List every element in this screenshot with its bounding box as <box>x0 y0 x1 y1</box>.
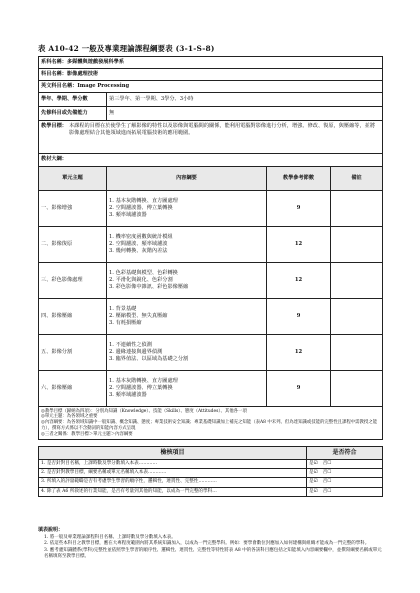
content-item: 3. 頻率域濾波器 <box>109 392 147 398</box>
prereq-row <box>39 107 383 121</box>
checklist-header-row <box>39 447 383 460</box>
content-item: 2. 平滑化與銳化、色彩分割 <box>109 276 173 283</box>
unit-cell: 六、影像壓縮 <box>39 371 107 407</box>
prereq-value: 無 <box>107 107 383 121</box>
col-content-header: 內容綱要 <box>107 167 267 191</box>
remark-cell <box>331 371 383 407</box>
content-item: 2. 空間濾波器、傅立葉轉換 <box>109 204 173 211</box>
fill-instruction-line: 2. 依這些本科目之教學目標，應在大專程度範圍內將其系統知識加入，以成為一門完整學科。例如：要學會數位封應加入如何建構與組織才能成為一門完整的學科。 <box>44 541 370 547</box>
content-item: 2. 邊緣連接與邊界偵測 <box>109 348 163 355</box>
col-unit-header: 單元主題 <box>39 167 107 191</box>
course-outline-form <box>38 56 383 440</box>
schedule-row <box>39 93 383 107</box>
unit-cell: 二、影像復原 <box>39 227 107 263</box>
content-cell <box>107 191 267 227</box>
prereq-label: 先修科目或先備能力 <box>39 107 107 121</box>
hours-cell: 9 <box>267 191 331 227</box>
document-title: 表 A10-42 一般及專業理論課程綱要表 (3-1-S-8) <box>38 44 215 53</box>
checklist-row <box>39 469 383 478</box>
goal-text: 本課程的目標在於使學生了解影像的特性以及影像與電腦間的關係，能利用電腦對影像進行分析，增強、修改、復原，與壓縮等，並將影像處理結合其他領域進而拓展電腦技術的應用範圍。 <box>68 123 376 137</box>
content-item: 2. 空間濾波、頻率域濾波 <box>109 240 168 247</box>
hours-cell: 9 <box>267 371 331 407</box>
checklist-table <box>38 446 383 497</box>
yes-checkbox[interactable]: 是☑ <box>309 488 318 494</box>
outline-note: ◎教學目標（歸納為四項）：分別為知識（Knowledge）、技能（Skills）、態度（Attitudes）、其他各一項 <box>41 408 247 414</box>
remark-cell <box>331 191 383 227</box>
hours-cell: 12 <box>267 263 331 299</box>
content-item: 2. 空間濾波器、傅立葉轉換 <box>109 384 173 391</box>
checklist-item-text: 1. 是否針對目名稱，上課時數及學分數填入本表………… <box>39 460 307 469</box>
content-item: 2. 壓縮模型、無失真壓縮 <box>109 312 168 319</box>
no-checkbox[interactable]: 否☐ <box>322 470 332 476</box>
course-en-label: 英文科目名稱： <box>41 82 78 89</box>
checklist-item-text: 3. 所填入的評量範疇是否有考慮學生學習的順序性，邏輯性，連貫性、完整性………… <box>39 478 307 487</box>
content-cell <box>107 263 267 299</box>
no-checkbox[interactable]: 否☐ <box>322 479 332 485</box>
checklist-col-item: 檢核項目 <box>39 447 307 460</box>
fill-instruction-line: 1. 將一般及專業理論課程科目名稱、上課時數及學分數填入本表。 <box>44 535 176 540</box>
unit-cell: 三、彩色影像處理 <box>39 263 107 299</box>
goal-label: 教學目標： <box>41 123 67 129</box>
goal-row <box>39 121 383 154</box>
course-en-row <box>39 81 383 93</box>
outline-note: ◎三者之關係：教學目標＞單元主題＞內容綱要 <box>41 431 133 437</box>
content-item: 1. 色彩基礎與模型、色彩轉換 <box>109 269 178 276</box>
checklist-item-text: 2. 是否針對教學目標，綱要名稱或單元名稱填入本表………… <box>39 469 307 478</box>
content-item: 1. 基本灰階轉換、直方圖處理 <box>109 197 178 204</box>
unit-cell: 四、影像壓縮 <box>39 299 107 335</box>
no-checkbox[interactable]: 否☐ <box>322 488 332 494</box>
yes-checkbox[interactable]: 是☑ <box>309 470 318 476</box>
yes-checkbox[interactable]: 是☑ <box>309 479 318 485</box>
content-item: 3. 臨界值法、以區域為基礎之分割 <box>109 356 189 362</box>
content-item: 3. 彩色影像中雜訊、彩色影像壓縮 <box>109 284 189 290</box>
outline-notes-row <box>39 407 383 440</box>
content-cell <box>107 371 267 407</box>
content-item: 1. 背景基礎 <box>109 305 137 312</box>
unit-cell: 五、影像分割 <box>39 335 107 371</box>
schedule-label: 學年、學期、學分數 <box>39 93 107 107</box>
outline-row <box>39 299 383 335</box>
col-remark-header: 備註 <box>331 167 383 191</box>
hours-cell: 12 <box>267 227 331 263</box>
schedule-value: 第三學年、第一學期、3學分、3小時 <box>107 93 383 107</box>
remark-cell <box>331 263 383 299</box>
content-cell <box>107 299 267 335</box>
checklist-item-text: 4. 除了表 A6 所敘述的行業知能，是否有考量到其他的知能，以成為一門完整的學科… <box>39 487 307 496</box>
dept-value: 多媒體與遊戲發展科學系 <box>66 58 125 65</box>
course-cn-label: 科目名稱： <box>41 70 67 77</box>
course-en-value: Image Processing <box>77 82 130 89</box>
outline-row <box>39 371 383 407</box>
content-item: 3. 頻率域濾波器 <box>109 212 147 218</box>
checklist-row <box>39 460 383 469</box>
checklist-row <box>39 478 383 487</box>
outline-label: 教材大綱： <box>39 154 383 167</box>
fill-instructions-heading: 填表說明： <box>38 527 64 533</box>
hours-cell: 12 <box>267 335 331 371</box>
content-cell <box>107 335 267 371</box>
dept-label: 系科名稱： <box>41 58 67 65</box>
outline-row <box>39 227 383 263</box>
outline-note: ◎內容綱要：為各領域知識中一般知識、概念知識、態度；專業技術安全知識；專業基礎知識加上補充之知能（表A8 中未列、但為達知識或技能的完整性且課程中需教授之能力），撰寫方式係以不含動詞的知能內容方式呈現 <box>41 420 378 431</box>
content-item: 1. 基本灰階轉換、直方圖處理 <box>109 377 178 384</box>
dept-row <box>39 57 383 69</box>
outline-row <box>39 335 383 371</box>
course-cn-row <box>39 69 383 81</box>
content-item: 3. 有耗損壓縮 <box>109 320 142 326</box>
content-item: 3. 幾何轉換、灰階內差法 <box>109 248 168 254</box>
fill-instruction-line: 3. 應考慮知識體系(學科)完整性並依照學生學習的順序性、邏輯性、連貫性、完整性等特性將表 A8 中的各該科目應包括之知能填入內容綱要欄中，並撰寫綱要名稱或單元名稱填寫至教學目標。 <box>44 547 382 559</box>
outline-note: ◎單元主題：為各領域之重要 <box>41 414 98 420</box>
yes-checkbox[interactable]: 是☑ <box>309 461 318 466</box>
course-cn-value: 影像處理技術 <box>66 70 99 77</box>
remark-cell <box>331 227 383 263</box>
content-item: 1. 不連續性之偵測 <box>109 341 152 348</box>
outline-header-row <box>39 167 383 191</box>
checklist-col-status: 是否符合 <box>307 447 383 460</box>
content-item: 1. 機率密度函數與統計模組 <box>109 233 173 240</box>
checklist-row <box>39 487 383 496</box>
outline-label-row <box>39 154 383 167</box>
content-cell <box>107 227 267 263</box>
outline-row <box>39 191 383 227</box>
unit-cell: 一、影像增強 <box>39 191 107 227</box>
remark-cell <box>331 299 383 335</box>
no-checkbox[interactable]: 否☐ <box>322 461 332 466</box>
fill-instructions <box>38 527 382 560</box>
hours-cell: 9 <box>267 299 331 335</box>
outline-row <box>39 263 383 299</box>
remark-cell <box>331 335 383 371</box>
col-hours-header: 教學參考節數 <box>267 167 331 191</box>
